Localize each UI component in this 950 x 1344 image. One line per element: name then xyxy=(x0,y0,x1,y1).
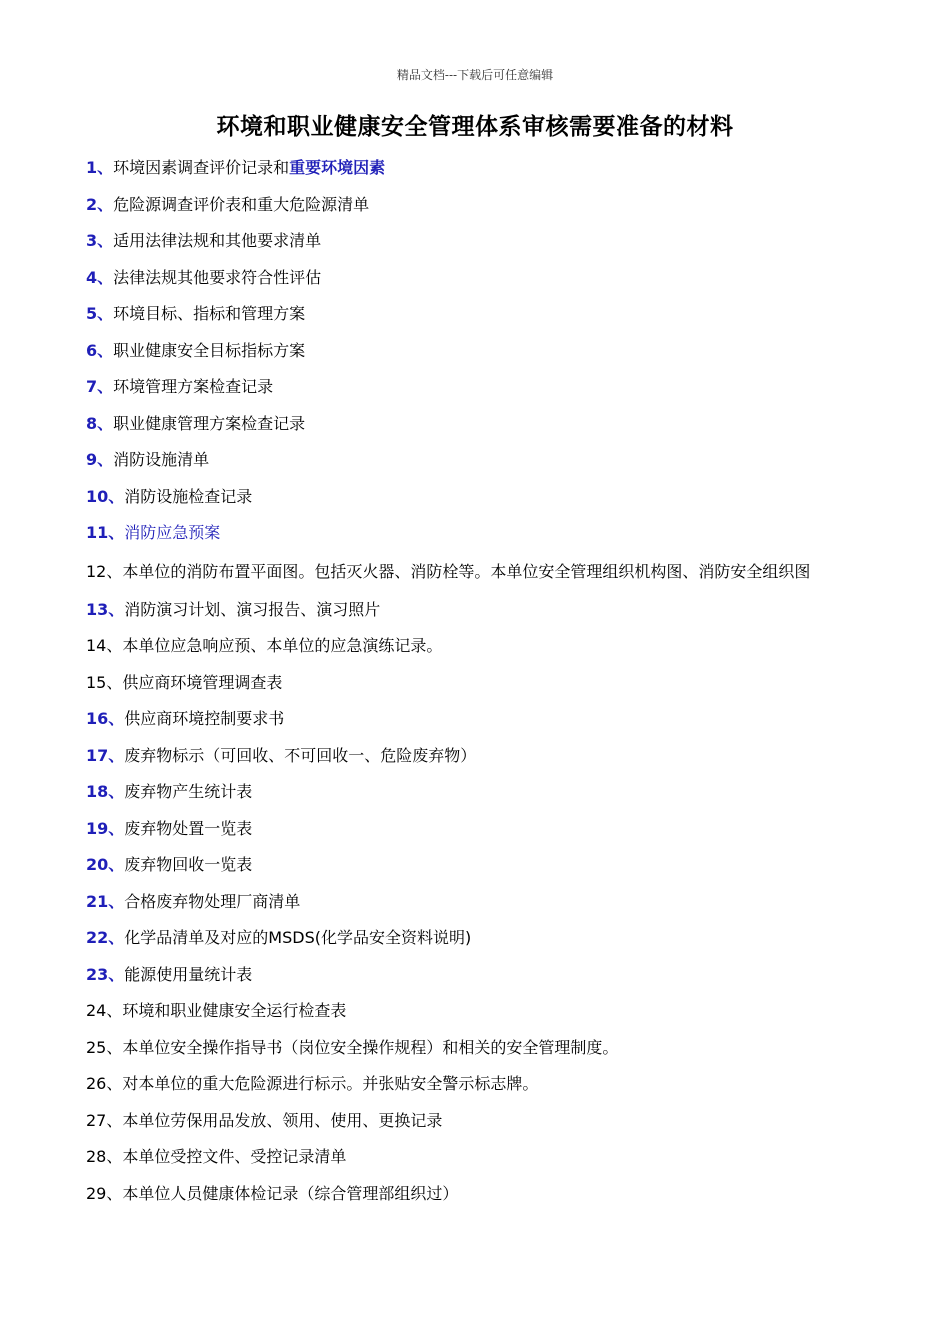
item-separator: 、 xyxy=(97,231,114,250)
list-item xyxy=(86,738,876,775)
item-separator: 、 xyxy=(97,450,114,469)
item-text: 供应商环境管理调查表 xyxy=(122,672,283,692)
item-text: 法律法规其他要求符合性评估 xyxy=(113,267,322,287)
list-item xyxy=(86,628,876,665)
list-item xyxy=(86,369,876,406)
document-title: 环境和职业健康安全管理体系审核需要准备的材料 xyxy=(216,113,734,140)
item-separator: 、 xyxy=(106,1110,123,1130)
item-separator: 、 xyxy=(106,1183,123,1203)
list-item xyxy=(86,552,876,592)
item-text: 废弃物回收一览表 xyxy=(124,855,253,874)
item-separator: 、 xyxy=(97,194,114,214)
item-text: 合格废弃物处理厂商清单 xyxy=(124,891,301,911)
item-separator: 、 xyxy=(108,964,125,984)
item-text: 危险源调查评价表和重大危险源清单 xyxy=(113,194,370,214)
item-number: 25 xyxy=(86,1037,107,1057)
item-separator: 、 xyxy=(106,1074,123,1093)
item-separator: 、 xyxy=(106,1037,123,1057)
item-text: 环境和职业健康安全运行检查表 xyxy=(122,1001,347,1020)
item-number: 22 xyxy=(86,928,109,947)
list-item xyxy=(86,811,876,848)
list-item xyxy=(86,665,876,702)
item-separator: 、 xyxy=(108,523,125,542)
item-text: 适用法律法规和其他要求清单 xyxy=(113,231,322,250)
list-item xyxy=(86,847,876,884)
list-item xyxy=(86,993,876,1030)
item-text: 本单位应急响应预、本单位的应急演练记录。 xyxy=(122,636,443,655)
item-number: 27 xyxy=(86,1110,107,1130)
item-separator: 、 xyxy=(108,818,125,838)
item-number: 29 xyxy=(86,1183,107,1203)
item-number: 12 xyxy=(86,561,107,581)
item-separator: 、 xyxy=(97,267,114,287)
item-separator: 、 xyxy=(108,599,125,619)
item-text: 供应商环境控制要求书 xyxy=(124,709,285,728)
item-separator: 、 xyxy=(108,486,125,506)
item-separator: 、 xyxy=(106,1001,123,1020)
item-number: 7 xyxy=(86,377,98,396)
list-item xyxy=(86,1139,876,1176)
item-separator: 、 xyxy=(97,340,114,360)
item-text: 环境目标、指标和管理方案 xyxy=(113,304,306,323)
item-number: 21 xyxy=(86,891,109,911)
item-text: 本单位的消防布置平面图。包括灭火器、消防栓等。本单位安全管理组织机构图、消防安全组织图 xyxy=(122,561,811,581)
item-number: 3 xyxy=(86,231,98,250)
item-separator: 、 xyxy=(97,304,114,323)
item-text: 消防应急预案 xyxy=(124,523,221,542)
item-text: 消防设施清单 xyxy=(113,450,210,469)
item-highlight: 重要环境因素 xyxy=(289,158,386,177)
item-separator: 、 xyxy=(108,891,125,911)
list-item xyxy=(86,442,876,479)
item-number: 28 xyxy=(86,1147,107,1166)
item-separator: 、 xyxy=(97,413,114,433)
item-text: 消防设施检查记录 xyxy=(124,486,253,506)
item-number: 15 xyxy=(86,672,107,692)
item-text: 本单位受控文件、受控记录清单 xyxy=(122,1147,347,1166)
item-number: 18 xyxy=(86,782,109,801)
item-number: 11 xyxy=(86,523,109,542)
list-item xyxy=(86,479,876,516)
list-item xyxy=(86,1176,876,1213)
item-text: 本单位人员健康体检记录（综合管理部组织过） xyxy=(122,1183,459,1203)
item-text: 消防演习计划、演习报告、演习照片 xyxy=(124,599,381,619)
item-separator: 、 xyxy=(106,1147,123,1166)
list-item xyxy=(86,223,876,260)
item-number: 1 xyxy=(86,158,98,177)
item-text: 废弃物处置一览表 xyxy=(124,818,253,838)
item-separator: 、 xyxy=(108,855,125,874)
list-item xyxy=(86,515,876,552)
list-item xyxy=(86,296,876,333)
item-number: 9 xyxy=(86,450,98,469)
item-text: 职业健康安全目标指标方案 xyxy=(113,340,306,360)
item-number: 19 xyxy=(86,818,109,838)
item-text: 环境管理方案检查记录 xyxy=(113,377,274,396)
list-item xyxy=(86,260,876,297)
list-item xyxy=(86,333,876,370)
item-separator: 、 xyxy=(106,561,123,581)
item-number: 23 xyxy=(86,964,109,984)
item-text: 废弃物标示（可回收、不可回收一、危险废弃物） xyxy=(124,745,477,765)
item-number: 5 xyxy=(86,304,98,323)
list-item xyxy=(86,1066,876,1103)
list-item xyxy=(86,774,876,811)
item-text: 化学品清单及对应的MSDS(化学品安全资料说明) xyxy=(124,928,472,947)
materials-list xyxy=(86,150,876,1212)
item-text: 对本单位的重大危险源进行标示。并张贴安全警示标志牌。 xyxy=(122,1074,539,1093)
list-item xyxy=(86,884,876,921)
item-separator: 、 xyxy=(108,745,125,765)
item-number: 24 xyxy=(86,1001,107,1020)
list-item xyxy=(86,701,876,738)
item-number: 2 xyxy=(86,194,98,214)
item-text: 废弃物产生统计表 xyxy=(124,782,253,801)
item-number: 14 xyxy=(86,636,107,655)
list-item xyxy=(86,150,876,187)
list-item xyxy=(86,920,876,957)
list-item xyxy=(86,406,876,443)
list-item xyxy=(86,1103,876,1140)
item-number: 10 xyxy=(86,486,109,506)
item-separator: 、 xyxy=(97,377,114,396)
item-number: 13 xyxy=(86,599,109,619)
item-text: 职业健康管理方案检查记录 xyxy=(113,413,306,433)
list-item xyxy=(86,1030,876,1067)
item-separator: 、 xyxy=(108,782,125,801)
item-number: 16 xyxy=(86,709,109,728)
list-item xyxy=(86,187,876,224)
item-number: 20 xyxy=(86,855,109,874)
item-separator: 、 xyxy=(106,636,123,655)
item-number: 17 xyxy=(86,745,109,765)
header-note: 精品文档---下载后可任意编辑 xyxy=(396,68,554,82)
item-text: 本单位劳保用品发放、领用、使用、更换记录 xyxy=(122,1110,443,1130)
item-separator: 、 xyxy=(108,928,125,947)
item-text: 能源使用量统计表 xyxy=(124,964,253,984)
item-text: 环境因素调查评价记录和 xyxy=(113,158,290,177)
item-separator: 、 xyxy=(106,672,123,692)
item-text: 本单位安全操作指导书（岗位安全操作规程）和相关的安全管理制度。 xyxy=(122,1037,619,1057)
item-separator: 、 xyxy=(108,709,125,728)
item-number: 26 xyxy=(86,1074,107,1093)
item-number: 6 xyxy=(86,340,98,360)
item-number: 4 xyxy=(86,267,98,287)
item-number: 8 xyxy=(86,413,98,433)
list-item xyxy=(86,957,876,994)
list-item xyxy=(86,592,876,629)
item-separator: 、 xyxy=(97,158,114,177)
